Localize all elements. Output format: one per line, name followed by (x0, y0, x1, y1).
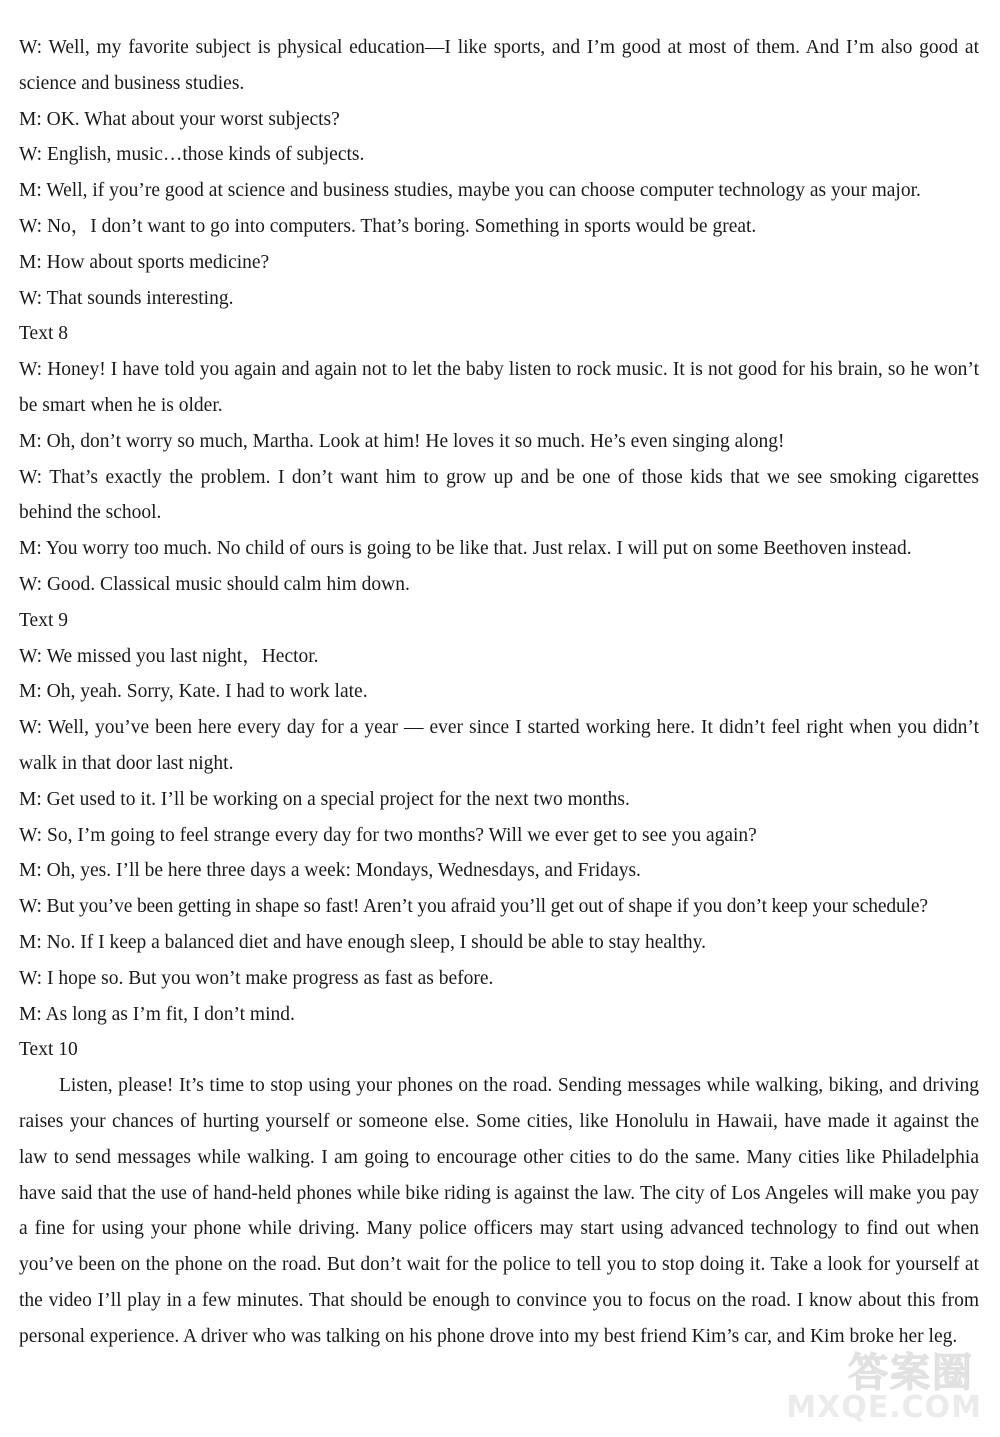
monologue-paragraph: Listen, please! It’s time to stop using your phones on the road. Sending messages while walking, biking, and driving raises your chances of hurting yourself or someone else. Some cities, like Honolulu in Hawaii, have made it against the law to send messages while walking. I am going to encourage other cities to do the same. Many cities like Philadelphia have said that the use of hand-held phones while bike riding is against the law. The city of Los Angeles will make you pay a fine for using your phone while driving. Many police officers may start using advanced technology to find out when you’ve been on the phone on the road. But don’t wait for the police to tell you to stop doing it. Take a look for yourself at the video I’ll play in a few minutes. That should be enough to convince you to focus on the road. I know about this from personal experience. A driver who was talking on his phone drove into my best friend Kim’s car, and Kim broke her leg. (19, 1075, 979, 1347)
dialogue-line: W: We missed you last night，Hector. (19, 645, 319, 667)
section-heading-text9: Text 9 (19, 609, 68, 631)
watermark-logo (786, 1341, 986, 1427)
dialogue-line: W: That sounds interesting. (19, 287, 234, 309)
dialogue-line: M: Get used to it. I’ll be working on a special project for the next two months. (19, 788, 630, 810)
watermark-site-text: MXQE.COM (786, 1390, 982, 1425)
dialogue-line: W: No，I don’t want to go into computers. That’s boring. Something in sports would be great. (19, 215, 757, 237)
dialogue-line: W: Well, my favorite subject is physical education—I like sports, and I’m good at most of them. And I’m also good at science and business studies. (19, 37, 979, 94)
dialogue-line: M: Oh, yes. I’ll be here three days a week: Mondays, Wednesdays, and Fridays. (19, 860, 641, 882)
dialogue-line: W: But you’ve been getting in shape so fast! Aren’t you afraid you’ll get out of shape if you don’t keep your schedule? (19, 896, 928, 918)
dialogue-line: M: OK. What about your worst subjects? (19, 108, 340, 130)
dialogue-line: W: Good. Classical music should calm him down. (19, 573, 410, 595)
dialogue-line: W: Well, you’ve been here every day for a year — ever since I started working here. It didn’t feel right when you didn’t walk in that door last night. (19, 717, 979, 774)
section-heading-text8: Text 8 (19, 323, 68, 345)
dialogue-line: M: Well, if you’re good at science and business studies, maybe you can choose computer technology as your major. (19, 180, 921, 202)
dialogue-line: M: Oh, don’t worry so much, Martha. Look at him! He loves it so much. He’s even singing along! (19, 430, 785, 452)
dialogue-line: W: English, music…those kinds of subjects. (19, 144, 365, 166)
dialogue-line: W: That’s exactly the problem. I don’t want him to grow up and be one of those kids that we see smoking cigarettes behind the school. (19, 466, 979, 524)
dialogue-line: W: Honey! I have told you again and again not to let the baby listen to rock music. It is not good for his brain, so he won’t be smart when he is older. (19, 359, 979, 416)
dialogue-line: W: I hope so. But you won’t make progress as fast as before. (19, 967, 494, 989)
dialogue-line: M: As long as I’m fit, I don’t mind. (19, 1003, 295, 1025)
dialogue-line: W: So, I’m going to feel strange every day for two months? Will we ever get to see you again? (19, 824, 757, 846)
dialogue-line: M: How about sports medicine? (19, 251, 270, 273)
watermark-logo-mark: 答案圈 (848, 1350, 974, 1396)
dialogue-line: M: No. If I keep a balanced diet and have enough sleep, I should be able to stay healthy. (19, 931, 706, 953)
document-page (19, 30, 979, 1354)
dialogue-line: M: Oh, yeah. Sorry, Kate. I had to work late. (19, 681, 368, 703)
dialogue-line: M: You worry too much. No child of ours is going to be like that. Just relax. I will put on some Beethoven instead. (19, 538, 912, 560)
section-heading-text10: Text 10 (19, 1039, 78, 1061)
